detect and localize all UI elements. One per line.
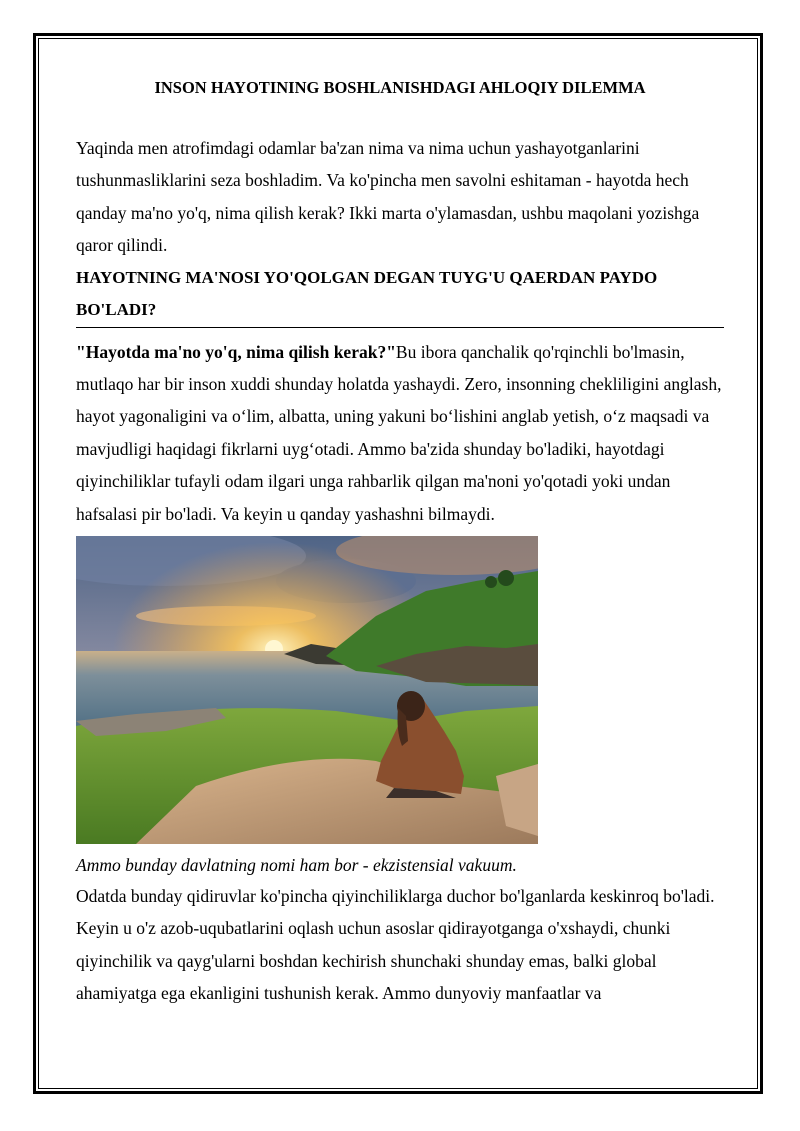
body-paragraph-2: Odatda bunday qidiruvlar ko'pincha qiyinchiliklarga duchor bo'lganlarda keskinroq bo'ladi. Keyin u o'z azob-uqubatlarini oqlash uchun asoslar qidirayotganga o'xshaydi, chunki qiyinchilik va qayg'ularni boshdan kechirish shunchaki shunday emas, balki global ahamiyatga ega ekanligini tushunish kerak. Ammo dunyoviy manfaatlar va [76,886,715,1004]
document-body [76,70,724,1010]
image-caption: Ammo bunday davlatning nomi ham bor - ekzistensial vakuum. [76,855,517,876]
quote-lead: "Hayotda ma'no yo'q, nima qilish kerak?" [76,341,396,362]
body-paragraph-1-text: Bu ibora qanchalik qo'rqinchli bo'lmasin, mutlaqo har bir inson xuddi shunday holatda yashaydi. Zero, insonning chekliligini anglash, hayot yagonaligini va o‘lim, albatta, uning yakuni bo‘lishini anglab yetish, o‘z maqsadi va mavjudligi haqidagi fikrlarni uyg‘otadi. Ammo ba'zida shunday bo'ladiki, hayotdagi qiyinchiliklar tufayli odam ilgari unga rahbarlik qilgan ma'noni yo'qotadi yoki undan hafsalasi pir bo'ladi. Va keyin u qanday yashashni bilmaydi. [76,341,722,524]
photo-woman-on-cliff-at-sunset [76,536,538,844]
section-heading: HAYOTNING MA'NOSI YO'QOLGAN DEGAN TUYG'U QAERDAN PAYDO BO'LADI? [76,262,724,328]
intro-paragraph: Yaqinda men atrofimdagi odamlar ba'zan nima va nima uchun yashayotganlarini tushunmasliklarini seza boshladim. Va ko'pincha men savolni eshitaman - hayotda hech qanday ma'no yo'q, nima qilish kerak? Ikki marta o'ylamasdan, ushbu maqolani yozishga qaror qilindi. [76,138,700,256]
document-title: INSON HAYOTINING BOSHLANISHDAGI AHLOQIY DILEMMA [154,78,646,97]
body-paragraph-1 [76,336,724,530]
